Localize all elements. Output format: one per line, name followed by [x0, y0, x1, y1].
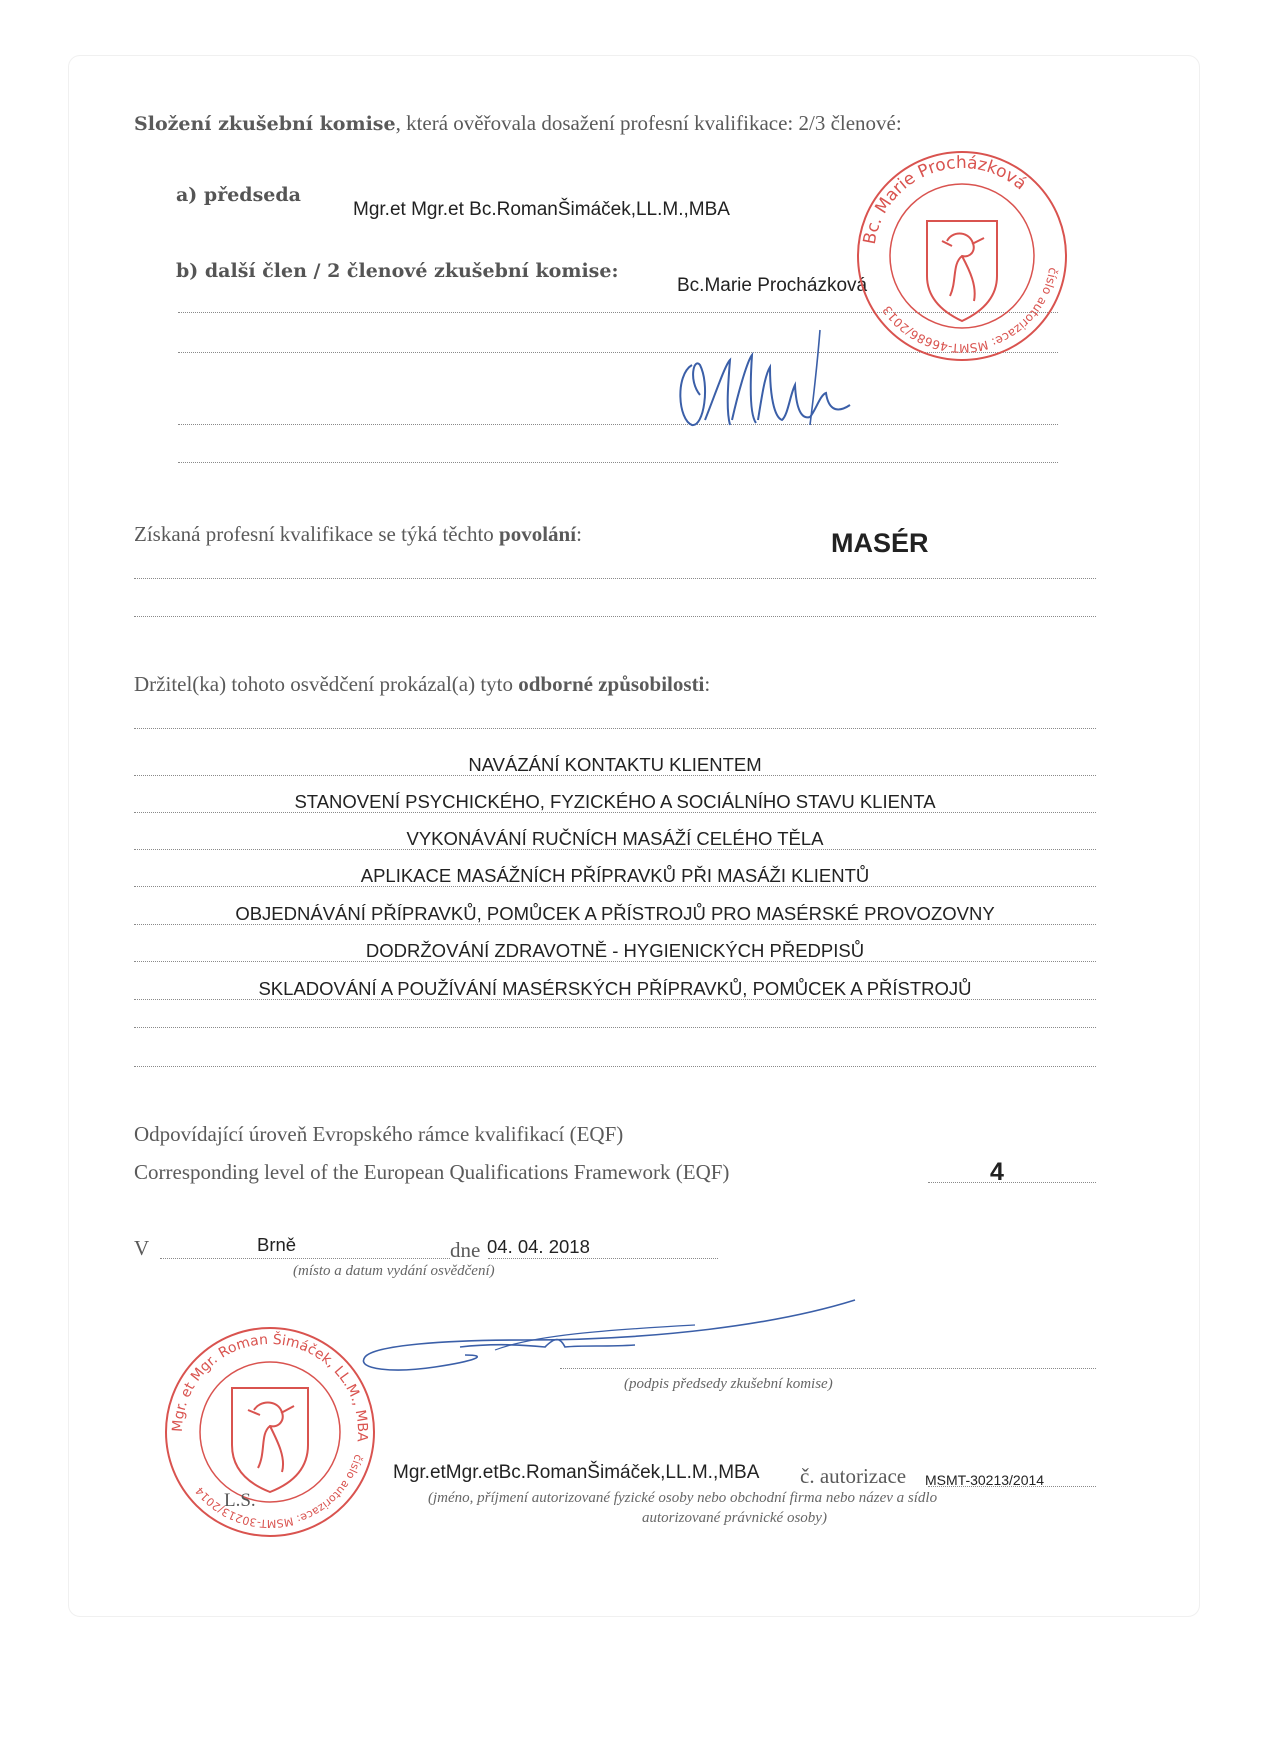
competency-text-2: STANOVENÍ PSYCHICKÉHO, FYZICKÉHO A SOCIÁLNÍHO STAVU KLIENTA: [294, 791, 936, 812]
competency-item: [134, 828, 1096, 850]
stamp-bottom-number-text: číslo autorizace: MSMT-30213/2014: [193, 1452, 365, 1531]
name-caption-line-1: (jméno, příjmení autorizované fyzické osoby nebo obchodní firma nebo název a sídlo: [428, 1490, 938, 1506]
competencies-label-plain: Držitel(ka) tohoto osvědčení prokázal(a) tyto: [134, 672, 519, 696]
issue-place: Brně: [257, 1234, 297, 1255]
competencies-label: [134, 672, 710, 697]
ls-mark: L.S.: [224, 1490, 256, 1511]
profession-label-bold: povolání: [499, 522, 577, 546]
competency-text-4: APLIKACE MASÁŽNÍCH PŘÍPRAVKŮ PŘI MASÁŽI KLIENTŮ: [360, 865, 870, 886]
competencies-label-end: :: [704, 672, 711, 696]
authorization-label: č. autorizace: [800, 1464, 907, 1488]
competency-item: [134, 978, 1096, 1000]
issue-date-dotline: [488, 1258, 718, 1259]
eqf-line-2: Corresponding level of the European Qualifications Framework (EQF): [134, 1160, 730, 1184]
competency-item: [134, 903, 1096, 925]
eqf-dotline: [928, 1182, 1096, 1183]
competency-text-6: DODRŽOVÁNÍ ZDRAVOTNĚ - HYGIENICKÝCH PŘEDPISŮ: [365, 940, 865, 961]
competencies-dotline-bottom-2: [134, 1066, 1096, 1067]
competency-text-5: OBJEDNÁVÁNÍ PŘÍPRAVKŮ, POMŮCEK A PŘÍSTROJŮ PRO MASÉRSKÉ PROVOZOVNY: [235, 903, 995, 924]
stamp-bottom-ring-text: Mgr. et Mgr. Roman Šimáček, LL.M., MBA: [169, 1331, 371, 1443]
competency-item: [134, 754, 1096, 776]
competency-item: [134, 940, 1096, 962]
eqf-line-1: Odpovídající úroveň Evropského rámce kvalifikací (EQF): [134, 1122, 624, 1146]
stamp-top-number-text: číslo autorizace: MSMT-46686/2013: [879, 266, 1061, 356]
signature-caption: (podpis předsedy zkušební komise): [624, 1376, 833, 1392]
authorized-person-name: Mgr.etMgr.etBc.RomanŠimáček,LL.M.,MBA: [393, 1462, 760, 1483]
commission-heading-rest: , která ověřovala dosažení profesní kvalifikace: 2/3 členové:: [395, 111, 902, 135]
name-caption-line-2: autorizované právnické osoby): [642, 1510, 827, 1526]
eqf-level: 4: [990, 1158, 1004, 1186]
authorization-stamp-bottom: [160, 1320, 380, 1545]
member-dotline-4: [178, 462, 1058, 463]
competencies-dotline-top: [134, 728, 1096, 729]
competency-text-1: NAVÁZÁNÍ KONTAKTU KLIENTEM: [468, 754, 762, 775]
chair-label: a) předseda: [176, 184, 301, 206]
member-dotline-3: [178, 424, 1058, 425]
issue-place-dotline: [160, 1258, 450, 1259]
issue-date-label: dne: [450, 1238, 481, 1262]
commission-heading-bold: Složení zkušební komise: [134, 113, 396, 135]
profession-dotline-2: [134, 616, 1096, 617]
competency-text-3: VYKONÁVÁNÍ RUČNÍCH MASÁŽÍ CELÉHO TĚLA: [406, 828, 824, 849]
profession-label-plain: Získaná profesní kvalifikace se týká těchto: [134, 522, 500, 546]
signature-dotline: [560, 1368, 1096, 1369]
member-name: Bc.Marie Procházková: [677, 275, 868, 296]
authorization-stamp-top: [852, 146, 1072, 366]
profession-label-end: :: [576, 522, 582, 546]
chair-name: Mgr.et Mgr.et Bc.RomanŠimáček,LL.M.,MBA: [353, 199, 730, 220]
profession-value: MASÉR: [831, 528, 929, 558]
profession-dotline-1: [134, 578, 1096, 579]
authorization-number: MSMT-30213/2014: [925, 1472, 1045, 1488]
profession-label: [134, 522, 582, 547]
competency-text-7: SKLADOVÁNÍ A POUŽÍVÁNÍ MASÉRSKÝCH PŘÍPRAVKŮ, POMŮCEK A PŘÍSTROJŮ: [258, 978, 972, 999]
member-label: b) další člen / 2 členové zkušební komise:: [176, 260, 619, 282]
competencies-dotline-bottom-1: [134, 1027, 1096, 1028]
issue-prefix: V: [134, 1236, 150, 1260]
competency-item: [134, 865, 1096, 887]
stamp-top-ring-text: Bc. Marie Procházková: [859, 152, 1031, 246]
competency-item: [134, 791, 1096, 813]
chair-signature-image: [355, 1295, 865, 1385]
issue-date: 04. 04. 2018: [487, 1236, 590, 1257]
competencies-label-bold: odborné způsobilosti: [518, 672, 705, 696]
issue-caption: (místo a datum vydání osvědčení): [293, 1263, 495, 1279]
commission-heading: [134, 111, 902, 136]
